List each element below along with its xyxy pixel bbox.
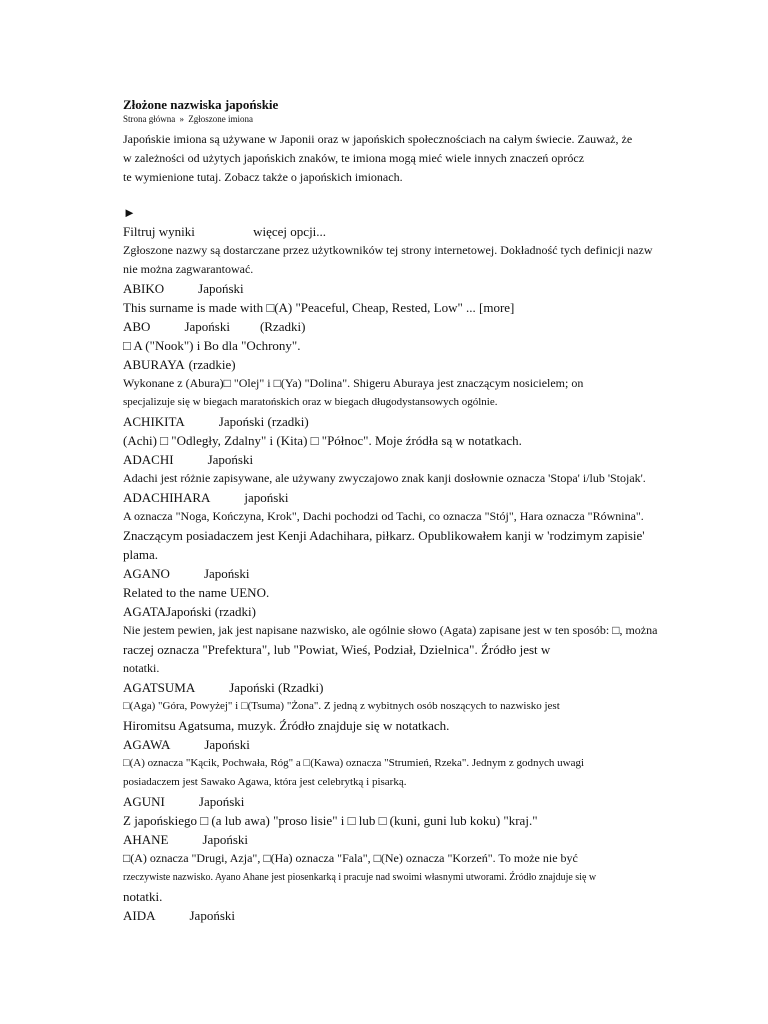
surname-link[interactable]: ABURAYA [123,357,185,372]
entry-description-line: Nie jestem pewien, jak jest napisane nazwisko, ale ogólnie słowo (Agata) zapisane jest w ten sposób: □, można [123,623,658,637]
surname-entry [123,564,663,602]
entry-description-line: □ A ("Nook") i Bo dla "Ochrony". [123,338,301,353]
entry-header [123,450,663,469]
page-title: Złożone nazwiska japońskie [123,97,279,112]
language-label: Japoński [202,832,248,847]
entry-description-line: Z japońskiego □ (a lub awa) "proso lisie" i □ lub □ (kuni, guni lub koku) "kraj." [123,813,538,828]
surname-entry [123,317,663,355]
intro-line: w zależności od użytych japońskich znaków, te imiona mogą mieć wiele innych znaczeń oprócz [123,151,585,165]
intro-line: te wymienione tutaj. Zobacz także o japońskich imionach. [123,170,403,184]
language-label: Japoński (Rzadki) [229,680,324,695]
surname-link[interactable]: AIDA [123,908,156,923]
breadcrumb [123,113,663,126]
surname-entry [123,355,663,412]
filter-results-link[interactable]: Filtruj wyniki [123,224,195,239]
surname-entry [123,830,663,906]
entry-description-line: (Achi) □ "Odległy, Zdalny" i (Kita) □ "Północ". Moje źródła są w notatkach. [123,433,522,448]
language-label: Japoński [198,794,245,809]
entry-description-line: □(Aga) "Góra, Powyżej" i □(Tsuma) "Żona". Z jedną z wybitnych osób noszących to nazwisko jest [123,700,560,712]
entry-header [123,602,663,621]
surname-entry [123,735,663,792]
surname-link[interactable]: AGUNI [123,794,165,809]
surname-link[interactable]: ADACHI [123,452,174,467]
surname-entry [123,279,663,317]
surname-entry [123,450,663,488]
breadcrumb-home-link[interactable]: Strona główna [123,114,176,124]
surname-entry [123,412,663,450]
surname-entry [123,488,663,564]
intro-paragraph [123,130,663,187]
language-label: Japoński [204,737,250,752]
filter-row [123,223,663,241]
more-options-link[interactable]: więcej opcji... [253,224,327,239]
entry-header [123,564,663,583]
entry-header [123,906,663,925]
entry-header [123,830,663,849]
entry-description-line: □(A) oznacza "Drugi, Azja", □(Ha) oznacza "Fala", □(Ne) oznacza "Korzeń". To może nie być [123,851,578,865]
entry-description-line: posiadaczem jest Sawako Agawa, która jest celebrytką i pisarką. [123,776,407,788]
entry-description-line: Related to the name UENO. [123,585,270,600]
entry-description-line: specjalizuje się w biegach maratońskich oraz w biegach długodystansowych ogólnie. [123,396,498,408]
entry-description-line: rzeczywiste nazwisko. Ayano Ahane jest piosenkarką i pracuje nad swoimi własnymi utworami. Źródło znajduje się w [123,872,597,883]
surname-entry [123,678,663,735]
language-label: (rzadkie) [188,357,236,372]
entry-description-line: plama. [123,547,159,562]
breadcrumb-separator: » [179,114,184,124]
surname-list [123,279,663,925]
language-label: Japoński [198,281,244,296]
language-label: Japoński (rzadki) [166,604,256,619]
surname-entry [123,906,663,925]
entry-header [123,792,663,811]
language-label: Japoński [203,566,250,581]
breadcrumb-current: Zgłoszone imiona [188,114,253,124]
surname-link[interactable]: AHANE [123,832,169,847]
language-label: Japoński [207,452,254,467]
language-label: Japoński [184,319,230,334]
entry-description-line: notatki. [123,889,163,904]
surname-link[interactable]: AGANO [123,566,170,581]
entry-description-line: □(A) oznacza "Kącik, Pochwała, Róg" a □(Kawa) oznacza "Strumień, Rzeka". Jednym z godnych uwagi [123,757,585,769]
intro-line: Japońskie imiona są używane w Japonii oraz w japońskich społecznościach na całym świecie. Zauważ, że [123,132,633,146]
surname-link[interactable]: ABO [123,319,151,334]
surname-link[interactable]: ABIKO [123,281,165,296]
disclaimer-line: nie można zagwarantować. [123,262,254,276]
expand-arrow-icon[interactable]: ► [123,205,136,220]
document-page [123,96,663,925]
language-label: japoński [244,490,289,505]
language-label: Japoński [189,908,235,923]
surname-entry [123,792,663,830]
entry-description-line: Znaczącym posiadaczem jest Kenji Adachihara, piłkarz. Opublikowałem kanji w 'rodzimym zapisie' [123,528,645,543]
entry-header [123,735,663,754]
entry-header [123,279,663,298]
entry-description-line: notatki. [123,661,160,675]
entry-header [123,317,663,336]
entry-description-line: Hiromitsu Agatsuma, muzyk. Źródło znajduje się w notatkach. [123,718,450,733]
surname-link[interactable]: AGATSUMA [123,680,196,695]
entry-description-line: raczej oznacza "Prefektura", lub "Powiat, Wieś, Podział, Dzielnica". Źródło jest w [123,642,551,657]
rarity-label: (Rzadki) [259,319,306,334]
disclaimer [123,241,663,279]
entry-header [123,678,663,697]
entry-description-line: A oznacza "Noga, Kończyna, Krok", Dachi pochodzi od Tachi, co oznacza "Stój", Hara oznacza "Równina". [123,509,644,523]
language-label: Japoński (rzadki) [218,414,309,429]
disclaimer-line: Zgłoszone nazwy są dostarczane przez użytkowników tej strony internetowej. Dokładność tych definicji nazw [123,243,653,257]
entry-description-line: Wykonane z (Abura)□ "Olej" i □(Ya) "Dolina". Shigeru Aburaya jest znaczącym nosicielem; on [123,376,584,390]
entry-header [123,355,663,374]
entry-header [123,412,663,431]
surname-link[interactable]: AGAWA [123,737,171,752]
entry-description-line: Adachi jest różnie zapisywane, ale używany zwyczajowo znak kanji dosłownie oznacza 'Stopa' i/lub 'Stojak'. [123,471,646,485]
entry-description-line: This surname is made with □(A) "Peaceful, Cheap, Rested, Low" ... [more] [123,300,515,315]
surname-link[interactable]: ACHIKITA [123,414,185,429]
surname-entry [123,602,663,678]
surname-link[interactable]: ADACHIHARA [123,490,211,505]
surname-link[interactable]: AGATA [123,604,167,619]
entry-header [123,488,663,507]
